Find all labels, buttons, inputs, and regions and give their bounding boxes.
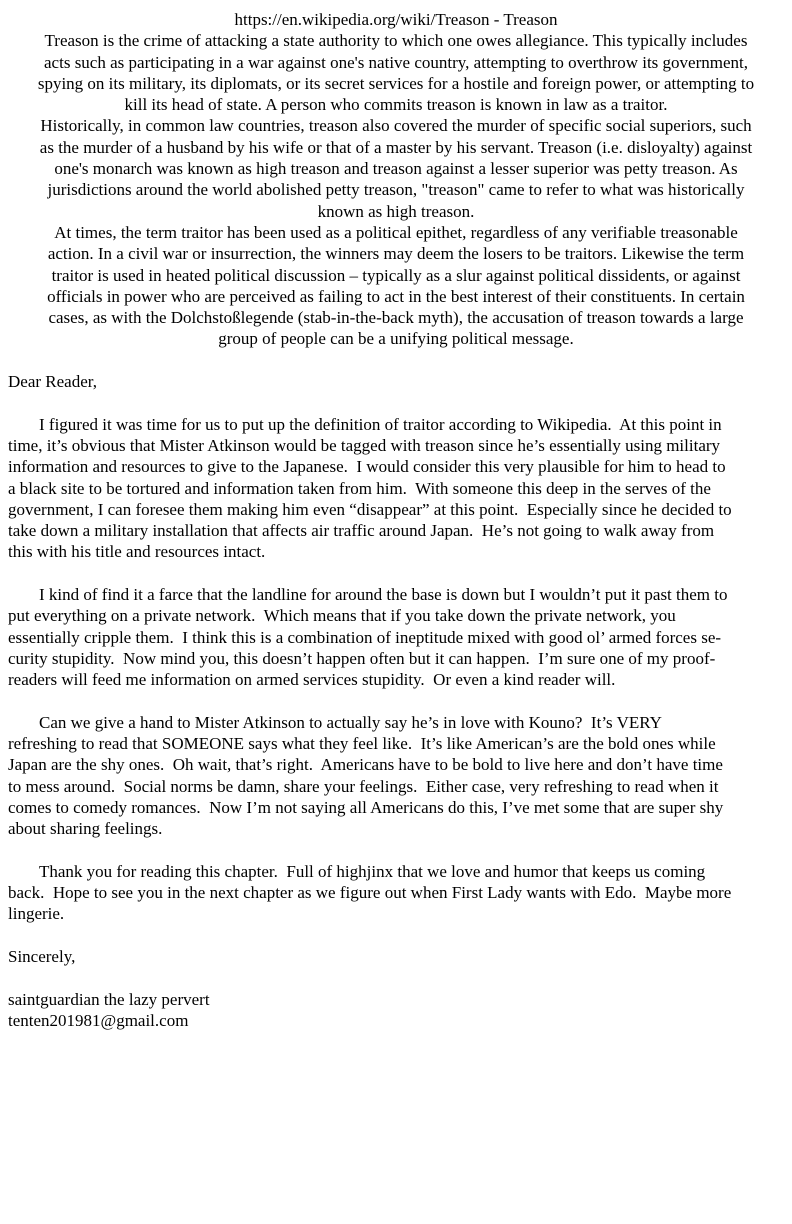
excerpt-text-line: one's monarch was known as high treason and treason against a lesser superior was petty treason. As [54, 159, 738, 179]
paragraph-text-line: take down a military installation that affects air traffic around Japan. He’s not going to walk away from [8, 521, 715, 541]
signature-name: saintguardian the lazy pervert [8, 989, 210, 1009]
paragraph-text-line: comes to comedy romances. Now I’m not saying all Americans do this, I’ve met some that are super shy [8, 797, 724, 817]
excerpt-text-line: cases, as with the Dolchstoßlegende (stab-in-the-back myth), the accusation of treason towards a large [48, 308, 744, 328]
letter-paragraph-3 [8, 712, 784, 840]
excerpt-text-line: acts such as participating in a war against one's native country, attempting to overthrow its government, [44, 52, 748, 72]
paragraph-text-line: lingerie. [8, 904, 65, 924]
paragraph-text-line: back. Hope to see you in the next chapter as we figure out when First Lady wants with Edo. Maybe more [8, 883, 732, 903]
excerpt-text-line: Historically, in common law countries, treason also covered the murder of specific social superiors, such [40, 116, 752, 136]
source-url-line: https://en.wikipedia.org/wiki/Treason - Treason [234, 10, 558, 29]
excerpt-text-line: as the murder of a husband by his wife or that of a master by his servant. Treason (i.e. disloyalty) against [39, 137, 753, 157]
excerpt-text-line: known as high treason. [317, 201, 475, 221]
paragraph-text-line: a black site to be tortured and information taken from him. With someone this deep in the serves of the [8, 478, 711, 498]
paragraph-text-line: I kind of find it a farce that the landline for around the base is down but I wouldn’t put it past them to [39, 585, 728, 605]
paragraph-text-line: I figured it was time for us to put up the definition of traitor according to Wikipedia. At this point in [39, 414, 722, 434]
paragraph-text-line: Thank you for reading this chapter. Full of highjinx that we love and humor that keeps us coming [39, 861, 706, 881]
paragraph-text-line: about sharing feelings. [8, 819, 163, 839]
letter-salutation: Dear Reader, [8, 372, 97, 392]
letter-paragraph-4 [8, 861, 784, 925]
paragraph-text-line: Can we give a hand to Mister Atkinson to actually say he’s in love with Kouno? It’s VERY [39, 712, 662, 732]
wikipedia-excerpt-text [8, 30, 784, 349]
letter-paragraph-2 [8, 584, 784, 690]
excerpt-text-line: At times, the term traitor has been used as a political epithet, regardless of any verifiable treasonable [54, 222, 738, 242]
letter-closing: Sincerely, [8, 947, 76, 967]
signature-email: tenten201981@gmail.com [8, 1010, 189, 1030]
paragraph-text-line: this with his title and resources intact. [8, 542, 266, 562]
paragraph-text-line: to mess around. Social norms be damn, share your feelings. Either case, very refreshing to read when it [8, 776, 719, 796]
paragraph-text-line: Japan are the shy ones. Oh wait, that’s right. Americans have to be bold to live here and don’t have time [8, 755, 723, 775]
excerpt-text-line: jurisdictions around the world abolished petty treason, "treason" came to refer to what was historically [47, 180, 745, 200]
excerpt-text-line: Treason is the crime of attacking a state authority to which one owes allegiance. This typically includes [44, 31, 748, 51]
excerpt-text-line: spying on its military, its diplomats, or its secret services for a hostile and foreign power, or attempting to [37, 73, 755, 93]
excerpt-text-line: traitor is used in heated political discussion – typically as a slur against political dissidents, or against [51, 265, 741, 285]
letter-paragraph-1 [8, 414, 784, 563]
wikipedia-excerpt-block [8, 9, 784, 350]
excerpt-text-line: kill its head of state. A person who commits treason is known in law as a traitor. [124, 95, 668, 115]
paragraph-text-line: information and resources to give to the Japanese. I would consider this very plausible for him to head to [8, 457, 726, 477]
excerpt-text-line: group of people can be a unifying political message. [218, 329, 574, 349]
signature-block [8, 989, 784, 1032]
paragraph-text-line: curity stupidity. Now mind you, this doesn’t happen often but it can happen. I’m sure one of my proof- [8, 648, 716, 668]
paragraph-text-line: readers will feed me information on armed services stupidity. Or even a kind reader will. [8, 670, 616, 690]
paragraph-text-line: essentially cripple them. I think this is a combination of ineptitude mixed with good ol’ armed forces se- [8, 627, 722, 647]
paragraph-text-line: refreshing to read that SOMEONE says what they feel like. It’s like American’s are the bold ones while [8, 734, 716, 754]
paragraph-text-line: put everything on a private network. Which means that if you take down the private network, you [8, 606, 676, 626]
excerpt-text-line: action. In a civil war or insurrection, the winners may deem the losers to be traitors. Likewise the term [47, 244, 745, 264]
excerpt-text-line: officials in power who are perceived as failing to act in the best interest of their constituents. In certain [47, 286, 745, 306]
paragraph-text-line: time, it’s obvious that Mister Atkinson would be tagged with treason since he’s essentially using military [8, 435, 721, 455]
paragraph-text-line: government, I can foresee them making him even “disappear” at this point. Especially since he decided to [8, 499, 732, 519]
